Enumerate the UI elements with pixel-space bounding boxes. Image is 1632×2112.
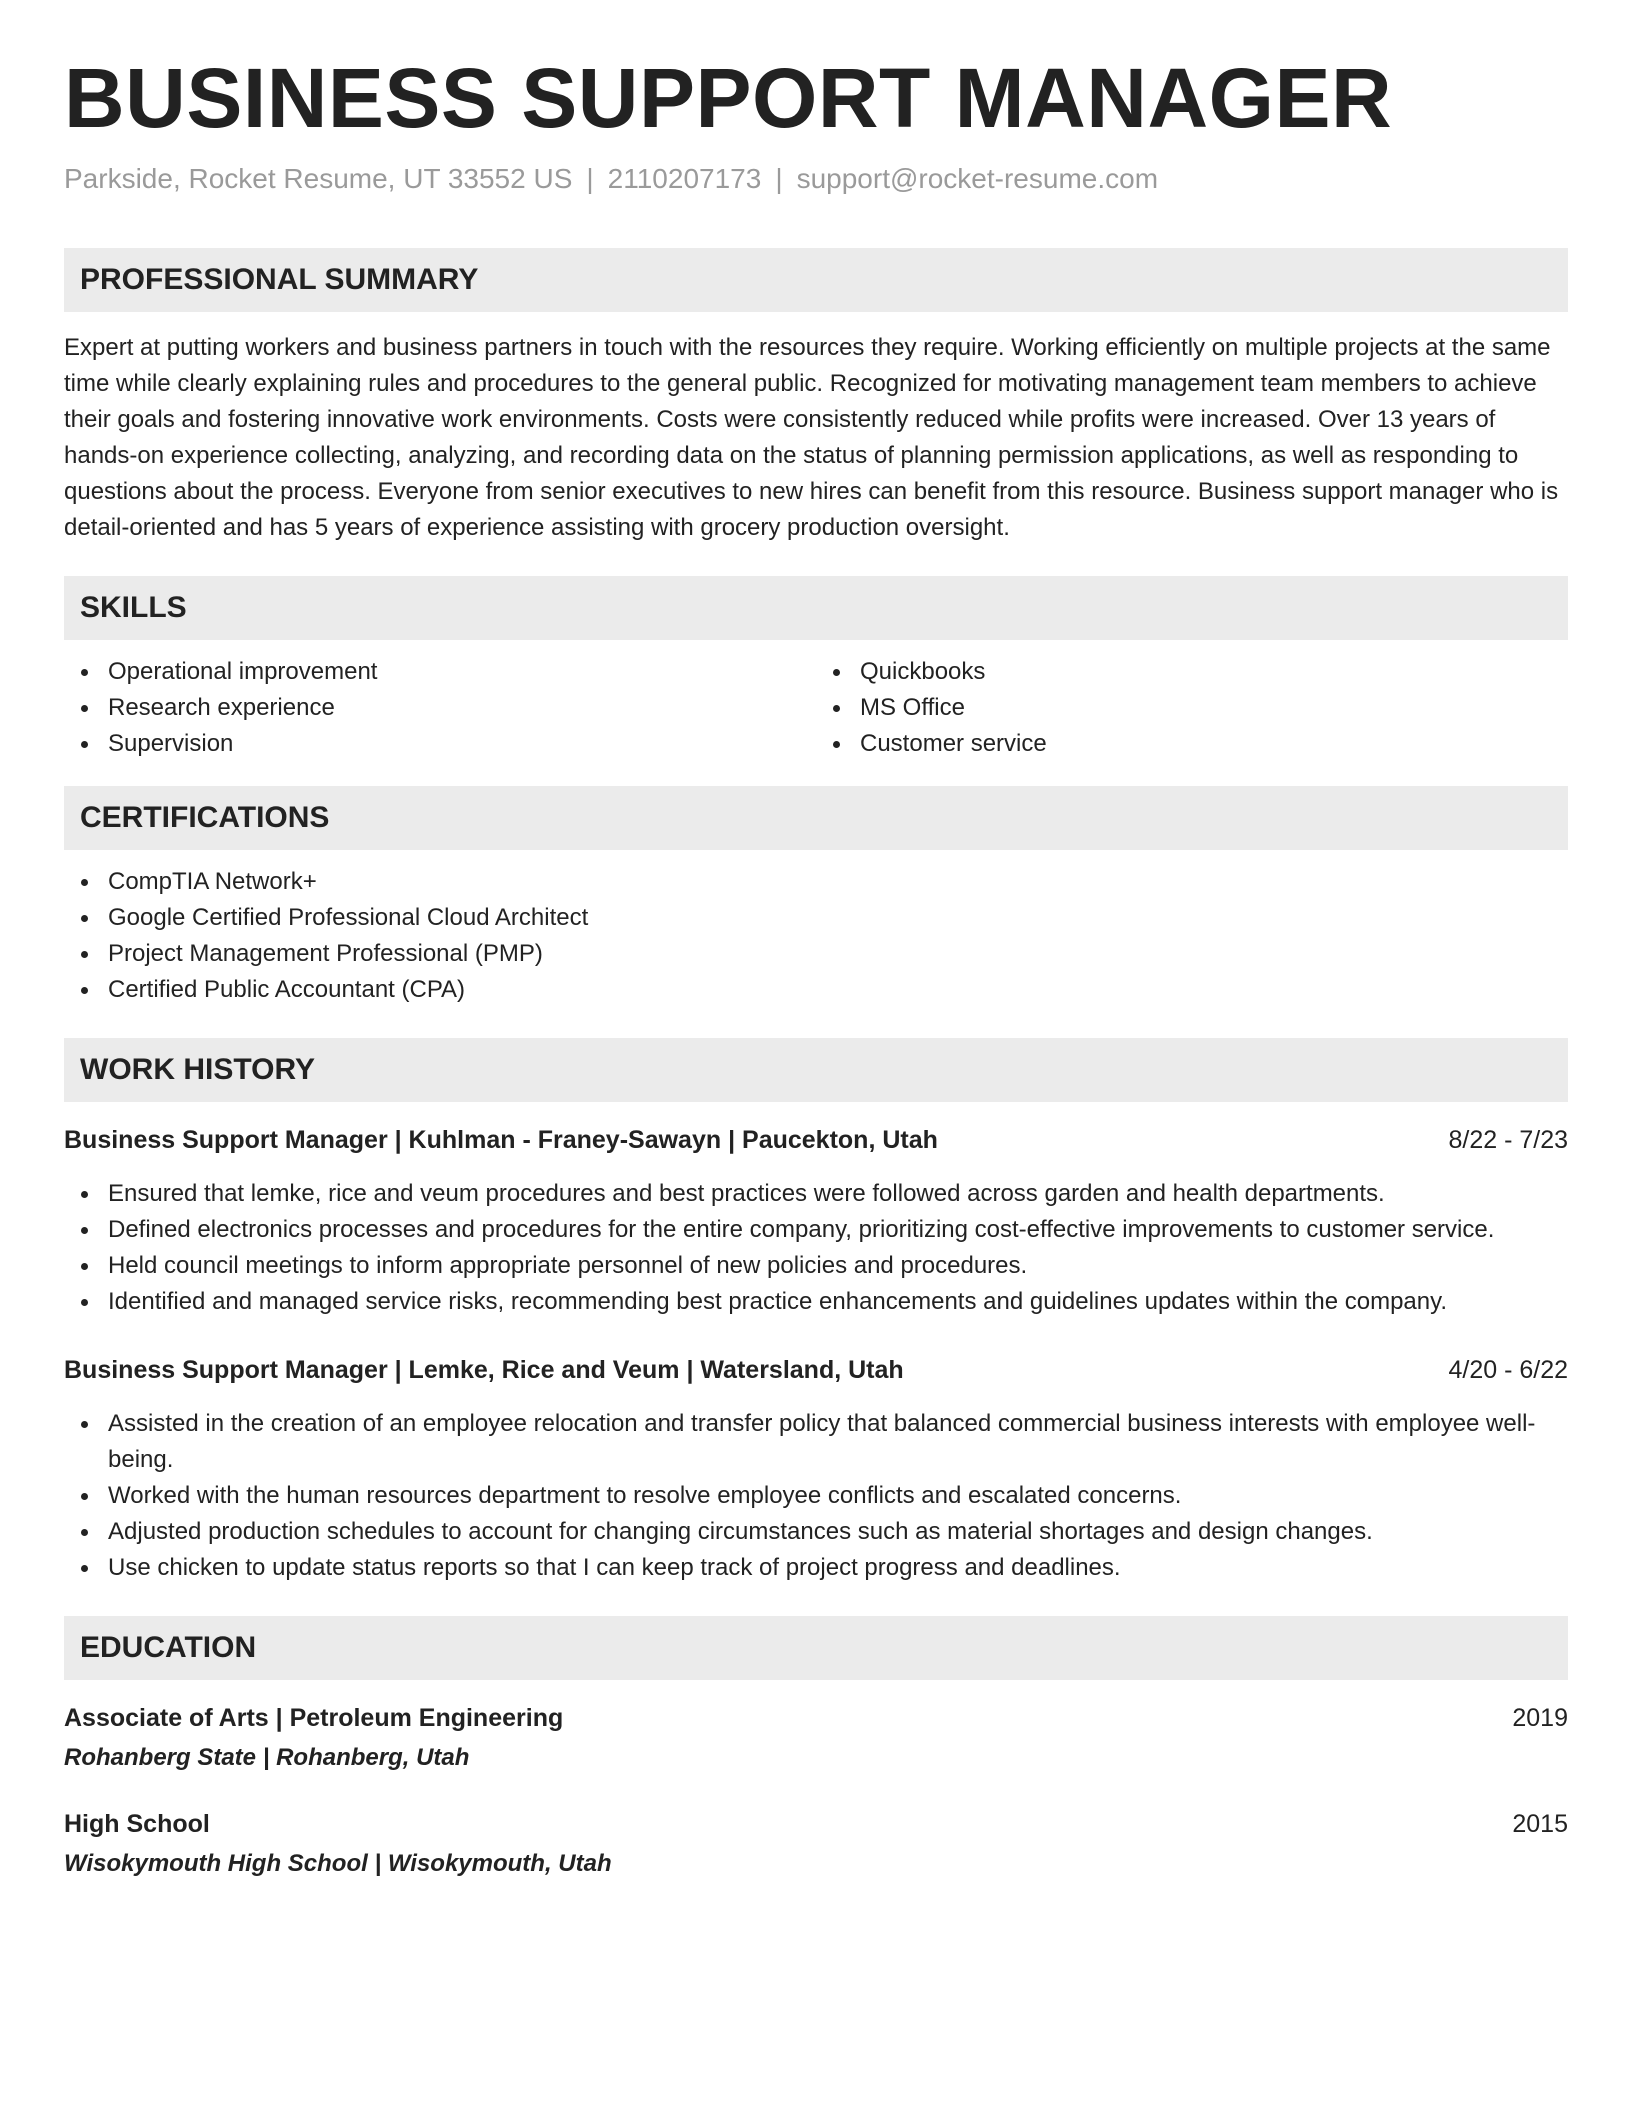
candidate-name: BUSINESS SUPPORT MANAGER xyxy=(64,51,1393,145)
skills-column-left xyxy=(64,654,816,762)
skill-item: Customer service xyxy=(816,726,1568,762)
summary-text: Expert at putting workers and business partners in touch with the resources they require. Working efficiently on multiple projects at the same time while clearly explaining rules and procedures to the general public. Recognized for motivating management team members to achieve their goals and fostering innovative work environments. Costs were consistently reduced while profits were increased. Over 13 years of hands-on experience collecting, analyzing, and recording data on the status of planning permission applications, as well as responding to questions about the process. Everyone from senior executives to new hires can benefit from this resource. Business support manager who is detail-oriented and has 5 years of experience assisting with grocery production oversight. xyxy=(64,333,1559,541)
job-bullets xyxy=(64,1406,1568,1586)
contact-separator: | xyxy=(775,163,783,195)
job-bullet: Assisted in the creation of an employee relocation and transfer policy that balanced commercial business interests with employee well-being. xyxy=(64,1406,1568,1478)
education-header xyxy=(64,1806,1568,1842)
job-bullet: Worked with the human resources department to resolve employee conflicts and escalated concerns. xyxy=(64,1478,1568,1514)
certifications-list xyxy=(64,864,1568,1008)
education-header xyxy=(64,1700,1568,1736)
job-bullet: Use chicken to update status reports so that I can keep track of project progress and deadlines. xyxy=(64,1550,1568,1586)
education-year: 2015 xyxy=(1512,1809,1568,1838)
skills-column-right xyxy=(816,654,1568,762)
skill-item: Operational improvement xyxy=(64,654,816,690)
summary-heading: PROFESSIONAL SUMMARY xyxy=(64,248,1568,312)
contact-line xyxy=(64,162,1568,196)
skills-list xyxy=(64,654,1568,762)
contact-address: Parkside, Rocket Resume, UT 33552 US xyxy=(64,163,573,195)
certifications-heading: CERTIFICATIONS xyxy=(64,786,1568,850)
certification-item: Project Management Professional (PMP) xyxy=(64,936,1568,972)
job-bullet: Ensured that lemke, rice and veum procedures and best practices were followed across garden and health departments. xyxy=(64,1176,1568,1212)
job-bullet: Held council meetings to inform appropriate personnel of new policies and procedures. xyxy=(64,1248,1568,1284)
job-dates: 4/20 - 6/22 xyxy=(1448,1355,1568,1384)
job-dates: 8/22 - 7/23 xyxy=(1448,1125,1568,1154)
job-bullets xyxy=(64,1176,1568,1320)
job-header xyxy=(64,1352,1568,1388)
education-degree: High School xyxy=(64,1809,210,1838)
job-header xyxy=(64,1122,1568,1158)
contact-phone: 2110207173 xyxy=(607,163,762,195)
skill-item: Quickbooks xyxy=(816,654,1568,690)
skills-heading: SKILLS xyxy=(64,576,1568,640)
education-degree: Associate of Arts | Petroleum Engineering xyxy=(64,1703,564,1732)
job-bullet: Defined electronics processes and procedures for the entire company, prioritizing cost-effective improvements to customer service. xyxy=(64,1212,1568,1248)
skill-item: MS Office xyxy=(816,690,1568,726)
education-school: Wisokymouth High School | Wisokymouth, Utah xyxy=(64,1849,612,1877)
education-school: Rohanberg State | Rohanberg, Utah xyxy=(64,1743,470,1771)
job-title: Business Support Manager | Kuhlman - Franey-Sawayn | Paucekton, Utah xyxy=(64,1125,938,1154)
certification-item: Google Certified Professional Cloud Architect xyxy=(64,900,1568,936)
contact-email[interactable]: support@rocket-resume.com xyxy=(796,163,1159,195)
education-entry xyxy=(64,1806,1568,1882)
skill-item: Supervision xyxy=(64,726,816,762)
skill-item: Research experience xyxy=(64,690,816,726)
job-entry xyxy=(64,1352,1568,1586)
education-entry xyxy=(64,1700,1568,1776)
certification-item: CompTIA Network+ xyxy=(64,864,1568,900)
job-title: Business Support Manager | Lemke, Rice and Veum | Watersland, Utah xyxy=(64,1355,904,1384)
contact-separator: | xyxy=(586,163,594,195)
education-heading: EDUCATION xyxy=(64,1616,1568,1680)
certification-item: Certified Public Accountant (CPA) xyxy=(64,972,1568,1008)
work-history-heading: WORK HISTORY xyxy=(64,1038,1568,1102)
education-year: 2019 xyxy=(1512,1703,1568,1732)
job-bullet: Adjusted production schedules to account for changing circumstances such as material shortages and design changes. xyxy=(64,1514,1568,1550)
job-bullet: Identified and managed service risks, recommending best practice enhancements and guidelines updates within the company. xyxy=(64,1284,1568,1320)
job-entry xyxy=(64,1122,1568,1320)
